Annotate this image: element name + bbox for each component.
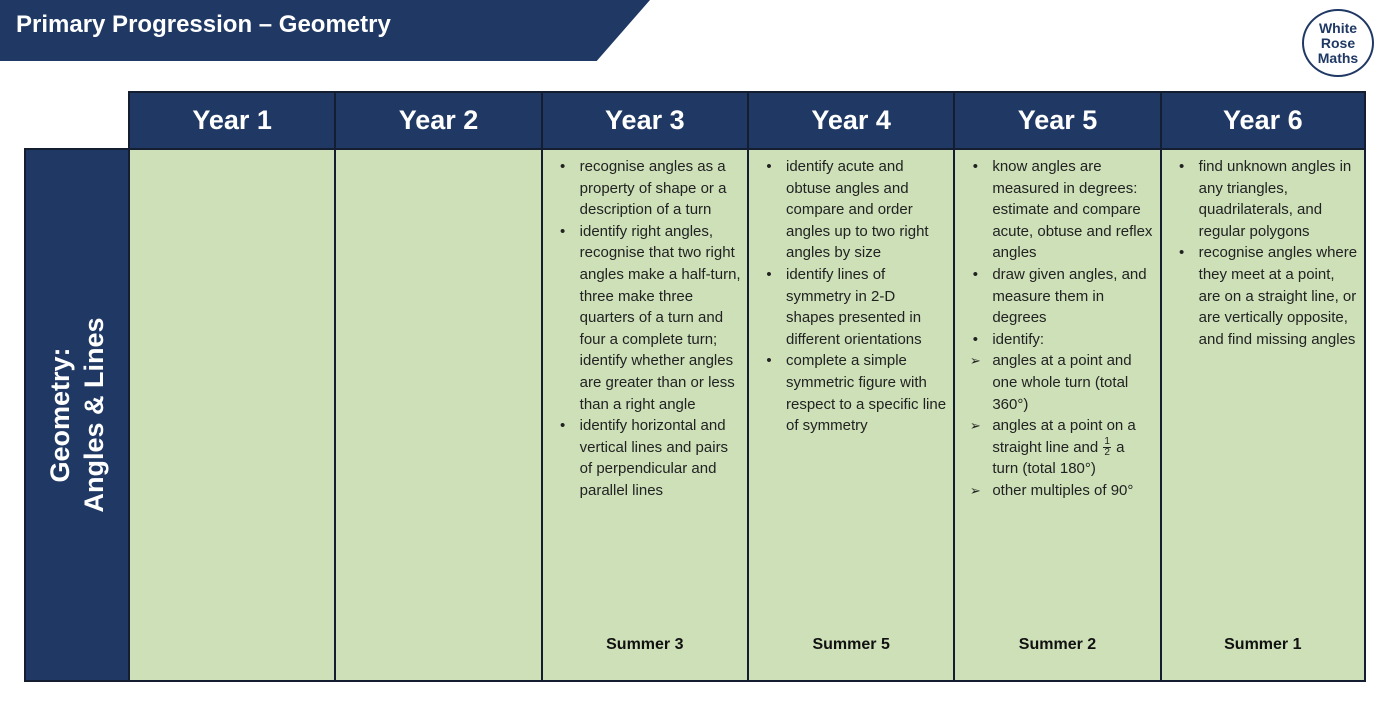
- term-label: Summer 2: [1018, 636, 1097, 653]
- term-label: Summer 3: [606, 636, 684, 653]
- objective-item: [965, 156, 1153, 264]
- objective-text: identify:: [992, 330, 1045, 348]
- objective-text: identify lines of symmetry in 2-D shapes presented in different orientations: [785, 265, 922, 348]
- year-header-3: Year 3: [541, 91, 747, 148]
- objective-list: [543, 150, 747, 502]
- row-label-text: [43, 317, 111, 512]
- objective-item: [553, 156, 741, 221]
- year-header-2: Year 2: [334, 91, 540, 148]
- term-label: Summer 1: [1224, 636, 1302, 653]
- objective-item: [759, 264, 947, 350]
- logo-line-3: Maths: [1317, 49, 1359, 66]
- bullet-icon: •: [766, 352, 772, 370]
- year-header-5: Year 5: [953, 91, 1159, 148]
- objective-text: identify acute and obtuse angles and compare and order angles up to two right angles by size: [785, 158, 929, 262]
- bullet-icon: •: [766, 158, 772, 175]
- objective-item: [759, 156, 947, 264]
- term-label: Summer 5: [812, 636, 890, 653]
- year-4-cell: [747, 148, 953, 682]
- year-header-4: Year 4: [747, 91, 953, 148]
- objective-list: [955, 150, 1159, 502]
- objective-text: identify right angles, recognise that two right angles make a half-turn, three make three quarters of a turn and four a complete turn; identify whether angles are greater than or less than a right angle: [579, 222, 741, 413]
- bullet-icon: •: [972, 158, 978, 175]
- arrow-bullet-icon: ➢: [969, 418, 981, 434]
- sub-objective-item: [965, 480, 1153, 502]
- objective-text-continued: a turn (total 180°): [992, 438, 1125, 478]
- objective-text: complete a simple symmetric figure with respect to a specific line of symmetry: [785, 352, 947, 435]
- year-6-cell: [1160, 148, 1366, 682]
- objective-text: recognise angles where they meet at a point, are on a straight line, or are vertically opposite, and find missing angles: [1198, 244, 1358, 348]
- white-rose-maths-logo: [1302, 9, 1374, 77]
- year-2-cell: [334, 148, 540, 682]
- objective-text: draw given angles, and measure them in degrees: [992, 265, 1147, 327]
- objective-text: find unknown angles in any triangles, quadrilaterals, and regular polygons: [1198, 158, 1352, 240]
- bullet-icon: •: [1179, 244, 1185, 262]
- progression-table: [24, 91, 1366, 682]
- year-header-1: Year 1: [128, 91, 334, 148]
- year-header-6: Year 6: [1160, 91, 1366, 148]
- arrow-bullet-icon: ➢: [969, 353, 981, 369]
- table-corner: [24, 91, 128, 148]
- bullet-icon: •: [1179, 158, 1185, 175]
- objective-text: recognise angles as a property of shape or a description of a turn: [579, 158, 727, 219]
- page-title: Primary Progression – Geometry: [16, 11, 391, 38]
- fraction: [1103, 437, 1111, 458]
- logo-line-2: Rose: [1320, 34, 1356, 51]
- fraction-denominator: 2: [1104, 447, 1110, 459]
- objective-item: [965, 329, 1153, 351]
- objective-text: identify horizontal and vertical lines and pairs of perpendicular and parallel lines: [579, 417, 729, 499]
- objective-text: angles at a point and one whole turn (total 360°): [992, 352, 1132, 413]
- objective-item: [759, 350, 947, 436]
- objective-list: [336, 150, 540, 156]
- bullet-icon: •: [972, 330, 978, 348]
- objective-item: [1172, 156, 1358, 242]
- objective-item: [553, 415, 741, 501]
- objective-text: know angles are measured in degrees: estimate and compare acute, obtuse and reflex angles: [992, 158, 1153, 262]
- objective-text: other multiples of 90°: [992, 481, 1134, 499]
- bullet-icon: •: [766, 265, 772, 283]
- year-1-cell: [128, 148, 334, 682]
- year-5-cell: [953, 148, 1159, 682]
- objective-item: [1172, 242, 1358, 350]
- objective-list: [130, 150, 334, 156]
- objective-list: [1162, 150, 1364, 350]
- objective-item: [965, 264, 1153, 329]
- logo-line-1: White: [1318, 19, 1358, 36]
- bullet-icon: •: [972, 265, 978, 283]
- year-3-cell: [541, 148, 747, 682]
- objective-item: [553, 221, 741, 415]
- objective-text: angles at a point on a straight line and: [992, 417, 1136, 456]
- sub-objective-item: [965, 415, 1153, 480]
- bullet-icon: •: [560, 222, 566, 240]
- bullet-icon: •: [560, 417, 566, 435]
- row-label-line-2: Angles & Lines: [79, 317, 109, 513]
- objective-list: [749, 150, 953, 437]
- fraction-numerator: 1: [1104, 436, 1110, 448]
- sub-objective-item: [965, 350, 1153, 415]
- row-label: [24, 148, 128, 682]
- bullet-icon: •: [560, 158, 566, 175]
- arrow-bullet-icon: ➢: [969, 482, 981, 498]
- row-label-line-1: Geometry:: [45, 347, 75, 483]
